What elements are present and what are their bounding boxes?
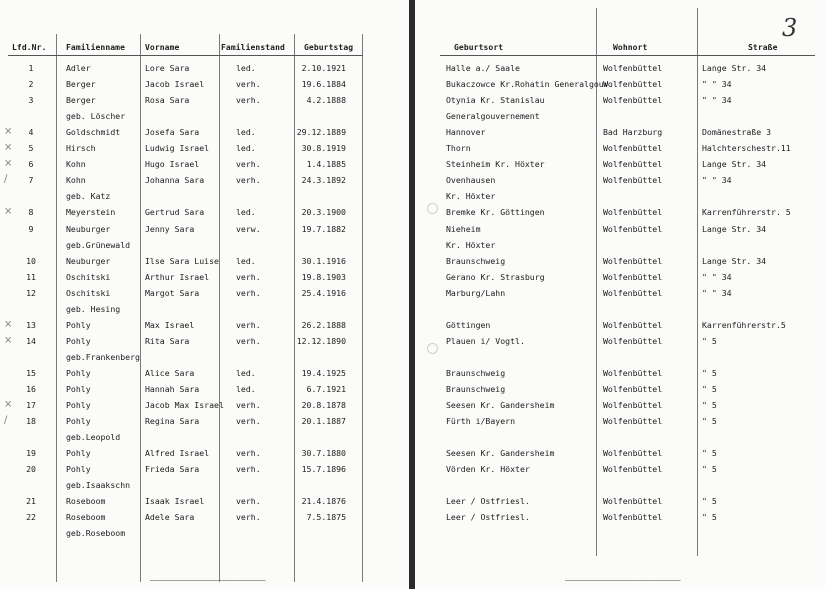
row-wohnort: Wolfenbüttel — [603, 335, 663, 346]
row-wohnort: Wolfenbüttel — [603, 512, 663, 523]
row-nr: 2 — [28, 79, 34, 90]
row-vorname: Hugo Israel — [145, 159, 200, 170]
row-strasse: Karrenführerstr.5 — [702, 319, 786, 330]
table-row — [0, 221, 825, 237]
table-row — [0, 317, 825, 333]
row-geburtsort: Braunschweig — [446, 384, 506, 394]
row-wohnort: Wolfenbüttel — [603, 223, 663, 234]
row-vorname: Rita Sara — [145, 335, 190, 346]
row-strasse: " 5 — [702, 335, 717, 346]
table-row — [0, 333, 825, 349]
row-familienname: geb. Hesing — [66, 303, 121, 314]
row-vorname: Lore Sara — [145, 63, 190, 73]
row-familienname: geb.Leopold — [66, 432, 121, 443]
table-row — [0, 92, 825, 108]
row-familienname: Berger — [66, 95, 96, 106]
row-familienstand: verh. — [236, 271, 261, 282]
footer-print-mark: ━━━━━━━━━━━━━━━━━━━━━━━━━━━━━━━━━━━━━━━━━━━━━━━━ — [150, 578, 266, 583]
table-row — [0, 76, 825, 92]
row-geburtsort: Seesen Kr. Gandersheim — [446, 400, 555, 411]
header-vorname: Vorname — [145, 43, 180, 52]
row-wohnort: Wolfenbüttel — [603, 143, 663, 154]
row-geburtsort: Plauen i/ Vogtl. — [446, 335, 525, 346]
row-nr: 3 — [28, 95, 34, 106]
row-wohnort: Wolfenbüttel — [603, 271, 663, 282]
row-wohnort: Wolfenbüttel — [603, 448, 663, 459]
row-nr: 10 — [26, 255, 36, 266]
row-nr: 19 — [26, 448, 36, 459]
row-nr: 15 — [26, 367, 36, 378]
row-familienname: Pohly — [66, 335, 91, 346]
row-geburtsort: Kr. Höxter — [446, 239, 496, 250]
header-nr: Lfd.Nr. — [12, 43, 47, 52]
check-mark-icon: × — [4, 334, 13, 346]
row-geburtstag: 19.4.1925 — [301, 367, 346, 378]
row-familienstand: verh. — [236, 464, 261, 475]
row-familienstand: led. — [236, 384, 256, 394]
row-familienstand: verh. — [236, 79, 261, 90]
row-familienname: Goldschmidt — [66, 127, 121, 138]
row-nr: 14 — [26, 335, 36, 346]
header-familienstand: Familienstand — [221, 43, 285, 52]
footer-print-mark: ━━━━━━━━━━━━━━━━━━━━━━━━━━━━━━━━━━━━━━━━━━━━━━━━ — [565, 578, 681, 583]
table-row — [0, 204, 825, 220]
row-geburtstag: 19.8.1903 — [301, 271, 346, 282]
row-geburtstag: 25.4.1916 — [301, 287, 346, 298]
row-strasse: Lange Str. 34 — [702, 255, 767, 266]
row-familienstand: verh. — [236, 496, 261, 507]
table-row — [0, 269, 825, 285]
row-geburtstag: 20.1.1887 — [301, 416, 346, 427]
check-mark-icon: × — [4, 318, 13, 330]
row-familienname: Hirsch — [66, 143, 96, 154]
row-geburtsort: Marburg/Lahn — [446, 287, 506, 298]
table-row — [0, 493, 825, 509]
row-nr: 20 — [26, 464, 36, 475]
row-vorname: Rosa Sara — [145, 95, 190, 106]
row-geburtstag: 24.3.1892 — [301, 175, 346, 186]
row-familienname: Roseboom — [66, 512, 106, 523]
row-vorname: Ludwig Israel — [145, 143, 210, 154]
check-mark-icon: / — [4, 415, 8, 427]
row-familienstand: led. — [236, 207, 256, 218]
table-row — [0, 156, 825, 172]
row-geburtstag: 12.12.1890 — [296, 335, 346, 346]
row-nr: 16 — [26, 384, 36, 394]
row-geburtstag: 7.5.1875 — [306, 512, 346, 523]
row-wohnort: Wolfenbüttel — [603, 367, 663, 378]
row-familienname: Oschitski — [66, 271, 111, 282]
row-strasse: " " 34 — [702, 79, 732, 90]
table-row — [0, 445, 825, 461]
row-familienname: Oschitski — [66, 287, 111, 298]
row-geburtstag: 30.8.1919 — [301, 143, 346, 154]
check-mark-icon: × — [4, 158, 13, 170]
row-familienname: geb. Katz — [66, 191, 111, 202]
row-familienname: Adler — [66, 63, 91, 73]
row-geburtsort: Seesen Kr. Gandersheim — [446, 448, 555, 459]
row-geburtsort: Bukaczowce Kr.Rohatin Generalgouv. — [446, 79, 614, 90]
row-nr: 5 — [28, 143, 34, 154]
page-number: 3 — [782, 14, 798, 42]
row-familienname: Pohly — [66, 416, 91, 427]
row-strasse: " " 34 — [702, 95, 732, 106]
row-strasse: Halchterschestr.11 — [702, 143, 791, 154]
row-nr: 8 — [28, 207, 34, 218]
row-geburtstag: 20.8.1878 — [301, 400, 346, 411]
row-strasse: Lange Str. 34 — [702, 223, 767, 234]
row-familienstand: led. — [236, 127, 256, 138]
row-geburtsort: Hannover — [446, 127, 486, 138]
row-strasse: " " 34 — [702, 271, 732, 282]
row-geburtsort: Otynia Kr. Stanislau — [446, 95, 545, 106]
table-row — [0, 461, 825, 477]
table-row — [0, 509, 825, 525]
row-strasse: " 5 — [702, 448, 717, 459]
row-familienname: Berger — [66, 79, 96, 90]
table-row — [0, 253, 825, 269]
row-wohnort: Wolfenbüttel — [603, 496, 663, 507]
row-vorname: Ilse Sara Luise — [145, 255, 219, 266]
row-wohnort: Wolfenbüttel — [603, 287, 663, 298]
row-familienstand: verh. — [236, 95, 261, 106]
row-familienstand: led. — [236, 63, 256, 73]
row-wohnort: Wolfenbüttel — [603, 207, 663, 218]
header-strasse: Straße — [748, 43, 778, 52]
row-nr: 18 — [26, 416, 36, 427]
row-geburtstag: 20.3.1900 — [301, 207, 346, 218]
table-row — [0, 525, 825, 541]
row-vorname: Jacob Max Israel — [145, 400, 224, 411]
row-vorname: Alice Sara — [145, 367, 195, 378]
row-nr: 11 — [26, 271, 36, 282]
row-nr: 22 — [26, 512, 36, 523]
row-strasse: " 5 — [702, 496, 717, 507]
row-wohnort: Wolfenbüttel — [603, 384, 663, 394]
row-geburtsort: Gerano Kr. Strasburg — [446, 271, 545, 282]
table-row — [0, 429, 825, 445]
row-strasse: " " 34 — [702, 175, 732, 186]
row-familienstand: verh. — [236, 159, 261, 170]
row-geburtsort: Leer / Ostfriesl. — [446, 512, 530, 523]
row-wohnort: Wolfenbüttel — [603, 175, 663, 186]
check-mark-icon: × — [4, 399, 13, 411]
row-geburtsort: Fürth i/Bayern — [446, 416, 516, 427]
row-vorname: Johanna Sara — [145, 175, 205, 186]
row-familienname: geb.Grünewald — [66, 239, 131, 250]
row-familienstand: verh. — [236, 448, 261, 459]
row-strasse: " 5 — [702, 400, 717, 411]
row-geburtsort: Generalgouvernement — [446, 111, 540, 122]
header-familienname: Familienname — [66, 43, 125, 52]
row-vorname: Frieda Sara — [145, 464, 200, 475]
row-nr: 13 — [26, 319, 36, 330]
row-geburtstag: 1.4.1885 — [306, 159, 346, 170]
row-strasse: " 5 — [702, 367, 717, 378]
header-rule — [8, 55, 363, 56]
row-geburtsort: Vörden Kr. Höxter — [446, 464, 530, 475]
row-geburtstag: 2.10.1921 — [301, 63, 346, 73]
table-row — [0, 237, 825, 253]
row-geburtsort: Thorn — [446, 143, 471, 154]
row-familienname: Pohly — [66, 319, 91, 330]
row-geburtstag: 30.1.1916 — [301, 255, 346, 266]
row-familienstand: verh. — [236, 335, 261, 346]
table-row — [0, 188, 825, 204]
row-geburtstag: 29.12.1889 — [296, 127, 346, 138]
header-wohnort: Wohnort — [613, 43, 648, 52]
row-strasse: " 5 — [702, 512, 717, 523]
row-vorname: Regina Sara — [145, 416, 200, 427]
check-mark-icon: / — [4, 174, 8, 186]
row-vorname: Isaak Israel — [145, 496, 205, 507]
row-nr: 1 — [28, 63, 34, 73]
row-geburtsort: Braunschweig — [446, 255, 506, 266]
row-familienname: geb. Löscher — [66, 111, 126, 122]
row-familienname: geb.Roseboom — [66, 528, 126, 539]
row-familienname: Meyerstein — [66, 207, 116, 218]
table-row — [0, 60, 825, 76]
row-familienname: Pohly — [66, 384, 91, 394]
row-geburtsort: Ovenhausen — [446, 175, 496, 186]
row-vorname: Jenny Sara — [145, 223, 195, 234]
row-strasse: Karrenführerstr. 5 — [702, 207, 791, 218]
row-geburtstag: 19.7.1882 — [301, 223, 346, 234]
check-mark-icon: × — [4, 142, 13, 154]
row-geburtsort: Steinheim Kr. Höxter — [446, 159, 545, 170]
table-row — [0, 381, 825, 397]
row-vorname: Arthur Israel — [145, 271, 210, 282]
row-vorname: Jacob Israel — [145, 79, 205, 90]
row-nr: 6 — [28, 159, 34, 170]
row-wohnort: Wolfenbüttel — [603, 63, 663, 73]
check-mark-icon: × — [4, 206, 13, 218]
row-geburtstag: 6.7.1921 — [306, 384, 346, 394]
header-rule — [440, 55, 815, 56]
row-wohnort: Wolfenbüttel — [603, 159, 663, 170]
row-wohnort: Wolfenbüttel — [603, 319, 663, 330]
row-geburtstag: 19.6.1884 — [301, 79, 346, 90]
table-row — [0, 349, 825, 365]
row-nr: 4 — [28, 127, 34, 138]
row-familienname: Neuburger — [66, 223, 111, 234]
row-familienname: Pohly — [66, 448, 91, 459]
row-geburtsort: Leer / Ostfriesl. — [446, 496, 530, 507]
row-familienname: Roseboom — [66, 496, 106, 507]
row-geburtsort: Göttingen — [446, 319, 491, 330]
row-familienname: geb.Isaakschn — [66, 480, 131, 491]
row-familienname: geb.Frankenberg — [66, 351, 140, 362]
table-row — [0, 108, 825, 124]
row-geburtsort: Halle a./ Saale — [446, 63, 520, 73]
row-wohnort: Wolfenbüttel — [603, 400, 663, 411]
row-vorname: Adele Sara — [145, 512, 195, 523]
row-wohnort: Wolfenbüttel — [603, 79, 663, 90]
row-familienstand: verh. — [236, 287, 261, 298]
row-geburtsort: Nieheim — [446, 223, 481, 234]
row-familienstand: led. — [236, 255, 256, 266]
row-vorname: Gertrud Sara — [145, 207, 205, 218]
row-geburtstag: 4.2.1888 — [306, 95, 346, 106]
table-row — [0, 172, 825, 188]
row-wohnort: Wolfenbüttel — [603, 416, 663, 427]
table-row — [0, 140, 825, 156]
table-row — [0, 477, 825, 493]
row-familienname: Pohly — [66, 400, 91, 411]
row-vorname: Hannah Sara — [145, 384, 200, 394]
row-geburtsort: Braunschweig — [446, 367, 506, 378]
row-geburtstag: 26.2.1888 — [301, 319, 346, 330]
table-row — [0, 397, 825, 413]
row-strasse: " 5 — [702, 464, 717, 475]
row-familienname: Pohly — [66, 464, 91, 475]
row-familienstand: verh. — [236, 319, 261, 330]
row-nr: 12 — [26, 287, 36, 298]
check-mark-icon: × — [4, 126, 13, 138]
row-vorname: Alfred Israel — [145, 448, 210, 459]
table-row — [0, 413, 825, 429]
row-familienname: Kohn — [66, 175, 86, 186]
row-familienstand: verh. — [236, 175, 261, 186]
row-nr: 7 — [28, 175, 34, 186]
row-familienname: Neuburger — [66, 255, 111, 266]
row-strasse: Lange Str. 34 — [702, 159, 767, 170]
row-vorname: Margot Sara — [145, 287, 200, 298]
row-familienname: Kohn — [66, 159, 86, 170]
row-familienstand: verh. — [236, 512, 261, 523]
row-geburtstag: 21.4.1876 — [301, 496, 346, 507]
row-wohnort: Bad Harzburg — [603, 127, 663, 138]
row-strasse: Domänestraße 3 — [702, 127, 772, 138]
row-vorname: Max Israel — [145, 319, 195, 330]
header-geburtstag: Geburtstag — [304, 43, 354, 52]
row-strasse: " 5 — [702, 416, 717, 427]
row-geburtsort: Kr. Höxter — [446, 191, 496, 202]
table-row — [0, 365, 825, 381]
table-row — [0, 124, 825, 140]
row-wohnort: Wolfenbüttel — [603, 464, 663, 475]
row-wohnort: Wolfenbüttel — [603, 95, 663, 106]
row-familienstand: verh. — [236, 416, 261, 427]
row-familienname: Pohly — [66, 367, 91, 378]
row-strasse: " " 34 — [702, 287, 732, 298]
header-geburtsort: Geburtsort — [454, 43, 504, 52]
row-familienstand: led. — [236, 367, 256, 378]
row-nr: 17 — [26, 400, 36, 411]
table-row — [0, 301, 825, 317]
row-geburtstag: 15.7.1896 — [301, 464, 346, 475]
row-geburtstag: 30.7.1880 — [301, 448, 346, 459]
row-nr: 21 — [26, 496, 36, 507]
row-wohnort: Wolfenbüttel — [603, 255, 663, 266]
row-familienstand: led. — [236, 143, 256, 154]
row-geburtsort: Bremke Kr. Göttingen — [446, 207, 545, 218]
row-familienstand: verh. — [236, 400, 261, 411]
table-row — [0, 285, 825, 301]
row-nr: 9 — [28, 223, 34, 234]
row-vorname: Josefa Sara — [145, 127, 200, 138]
row-familienstand: verw. — [236, 223, 261, 234]
row-strasse: Lange Str. 34 — [702, 63, 767, 73]
row-strasse: " 5 — [702, 384, 717, 394]
